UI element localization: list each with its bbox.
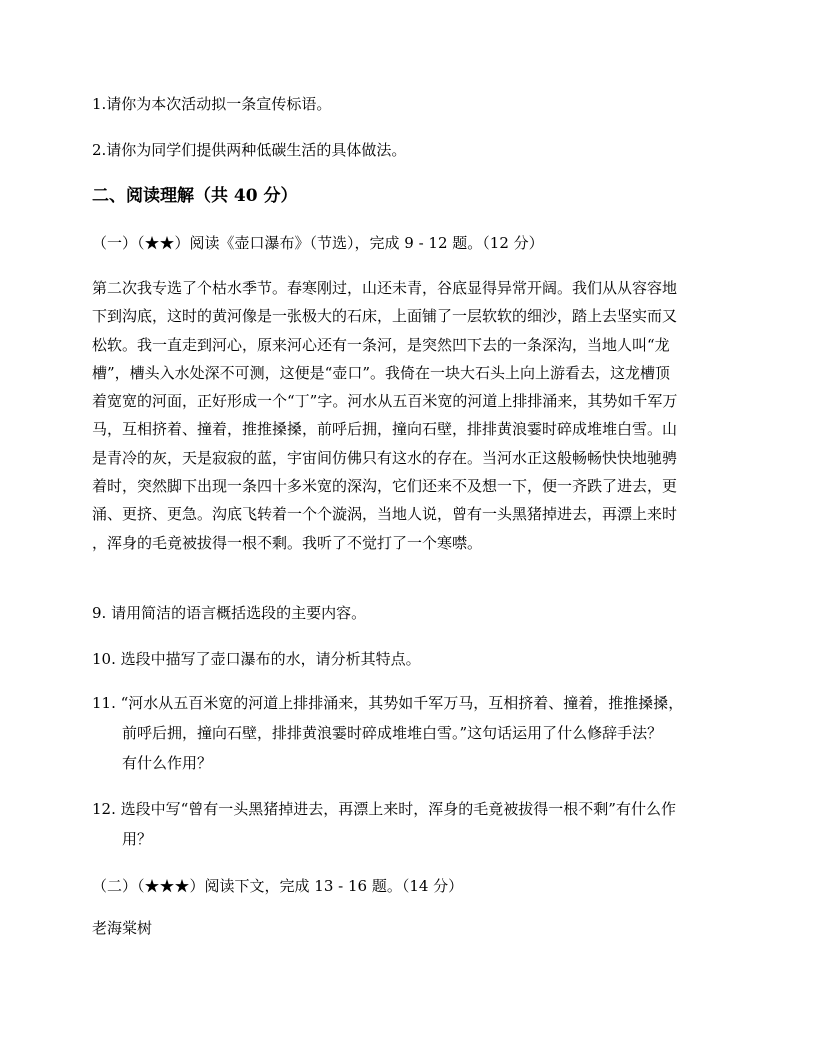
question-1: 1.请你为本次活动拟一条宣传标语。 [92,95,332,113]
passage-line: 槽”，槽头入水处深不可测，这便是“壶口”。我倚在一块大石头上向上游看去，这龙槽顶 [92,363,671,382]
passage-line: ，浑身的毛竟被拔得一根不剩。我听了不觉打了一个寒噤。 [92,533,483,552]
passage-line: 马，互相挤着、撞着，推推搡搡，前呼后拥，撞向石壁，排排黄浪霎时碎成堆堆白雪。山 [92,420,678,439]
part1-header: （一）（★★）阅读《壶口瀑布》（节选），完成 9 - 12 题。（12 分） [92,234,544,252]
part2-title: 老海棠树 [92,919,153,937]
section-title: 二、阅读理解（共 40 分） [92,186,298,206]
question-11-line: 11. “河水从五百米宽的河道上排排涌来，其势如千军万马，互相挤着、撞着，推推搡搡， [92,694,684,712]
question-12-line: 12. 选段中写“曾有一头黑猪掉进去，再漂上来时，浑身的毛竟被拔得一根不剩”有什么作 [92,800,676,818]
passage-line: 松软。我一直走到河心，原来河心还有一条河，是突然凹下去的一条深沟，当地人叫“龙 [92,335,670,354]
passage-line: 是青冷的灰，天是寂寂的蓝，宇宙间仿佛只有这水的存在。当河水正这般畅畅快快地驰骋 [92,448,678,467]
question-11-line: 有什么作用？ [122,754,213,772]
passage-line: 下到沟底，这时的黄河像是一张极大的石床，上面铺了一层软软的细沙，踏上去坚实而又 [92,307,678,326]
passage-line: 第二次我专选了个枯水季节。春寒刚过，山还未青，谷底显得异常开阔。我们从从容容地 [92,279,678,297]
passage-line: 涌、更挤、更急。沟底飞转着一个个漩涡，当地人说，曾有一头黑猪掉进去，再漂上来时 [92,505,678,524]
question-2: 2.请你为同学们提供两种低碳生活的具体做法。 [92,141,407,159]
question-12-line: 用？ [122,830,153,848]
question-10: 10. 选段中描写了壶口瀑布的水，请分析其特点。 [92,650,421,668]
question-9: 9. 请用简洁的语言概括选段的主要内容。 [92,604,367,622]
question-11 [92,693,724,783]
passage-line: 着时，突然脚下出现一条四十多米宽的深沟，它们还来不及想一下，便一齐跌了进去，更 [92,477,678,496]
question-11-line: 前呼后拥，撞向石壁，排排黄浪霎时碎成堆堆白雪。”这句话运用了什么修辞手法？ [122,724,663,742]
question-12 [92,799,724,859]
passage-paragraph [92,278,724,561]
part2-header: （二）（★★★）阅读下文，完成 13 - 16 题。（14 分） [92,877,464,895]
passage-line: 着宽宽的河面，正好形成一个“丁”字。河水从五百米宽的河道上排排涌来，其势如千军万 [92,392,678,411]
